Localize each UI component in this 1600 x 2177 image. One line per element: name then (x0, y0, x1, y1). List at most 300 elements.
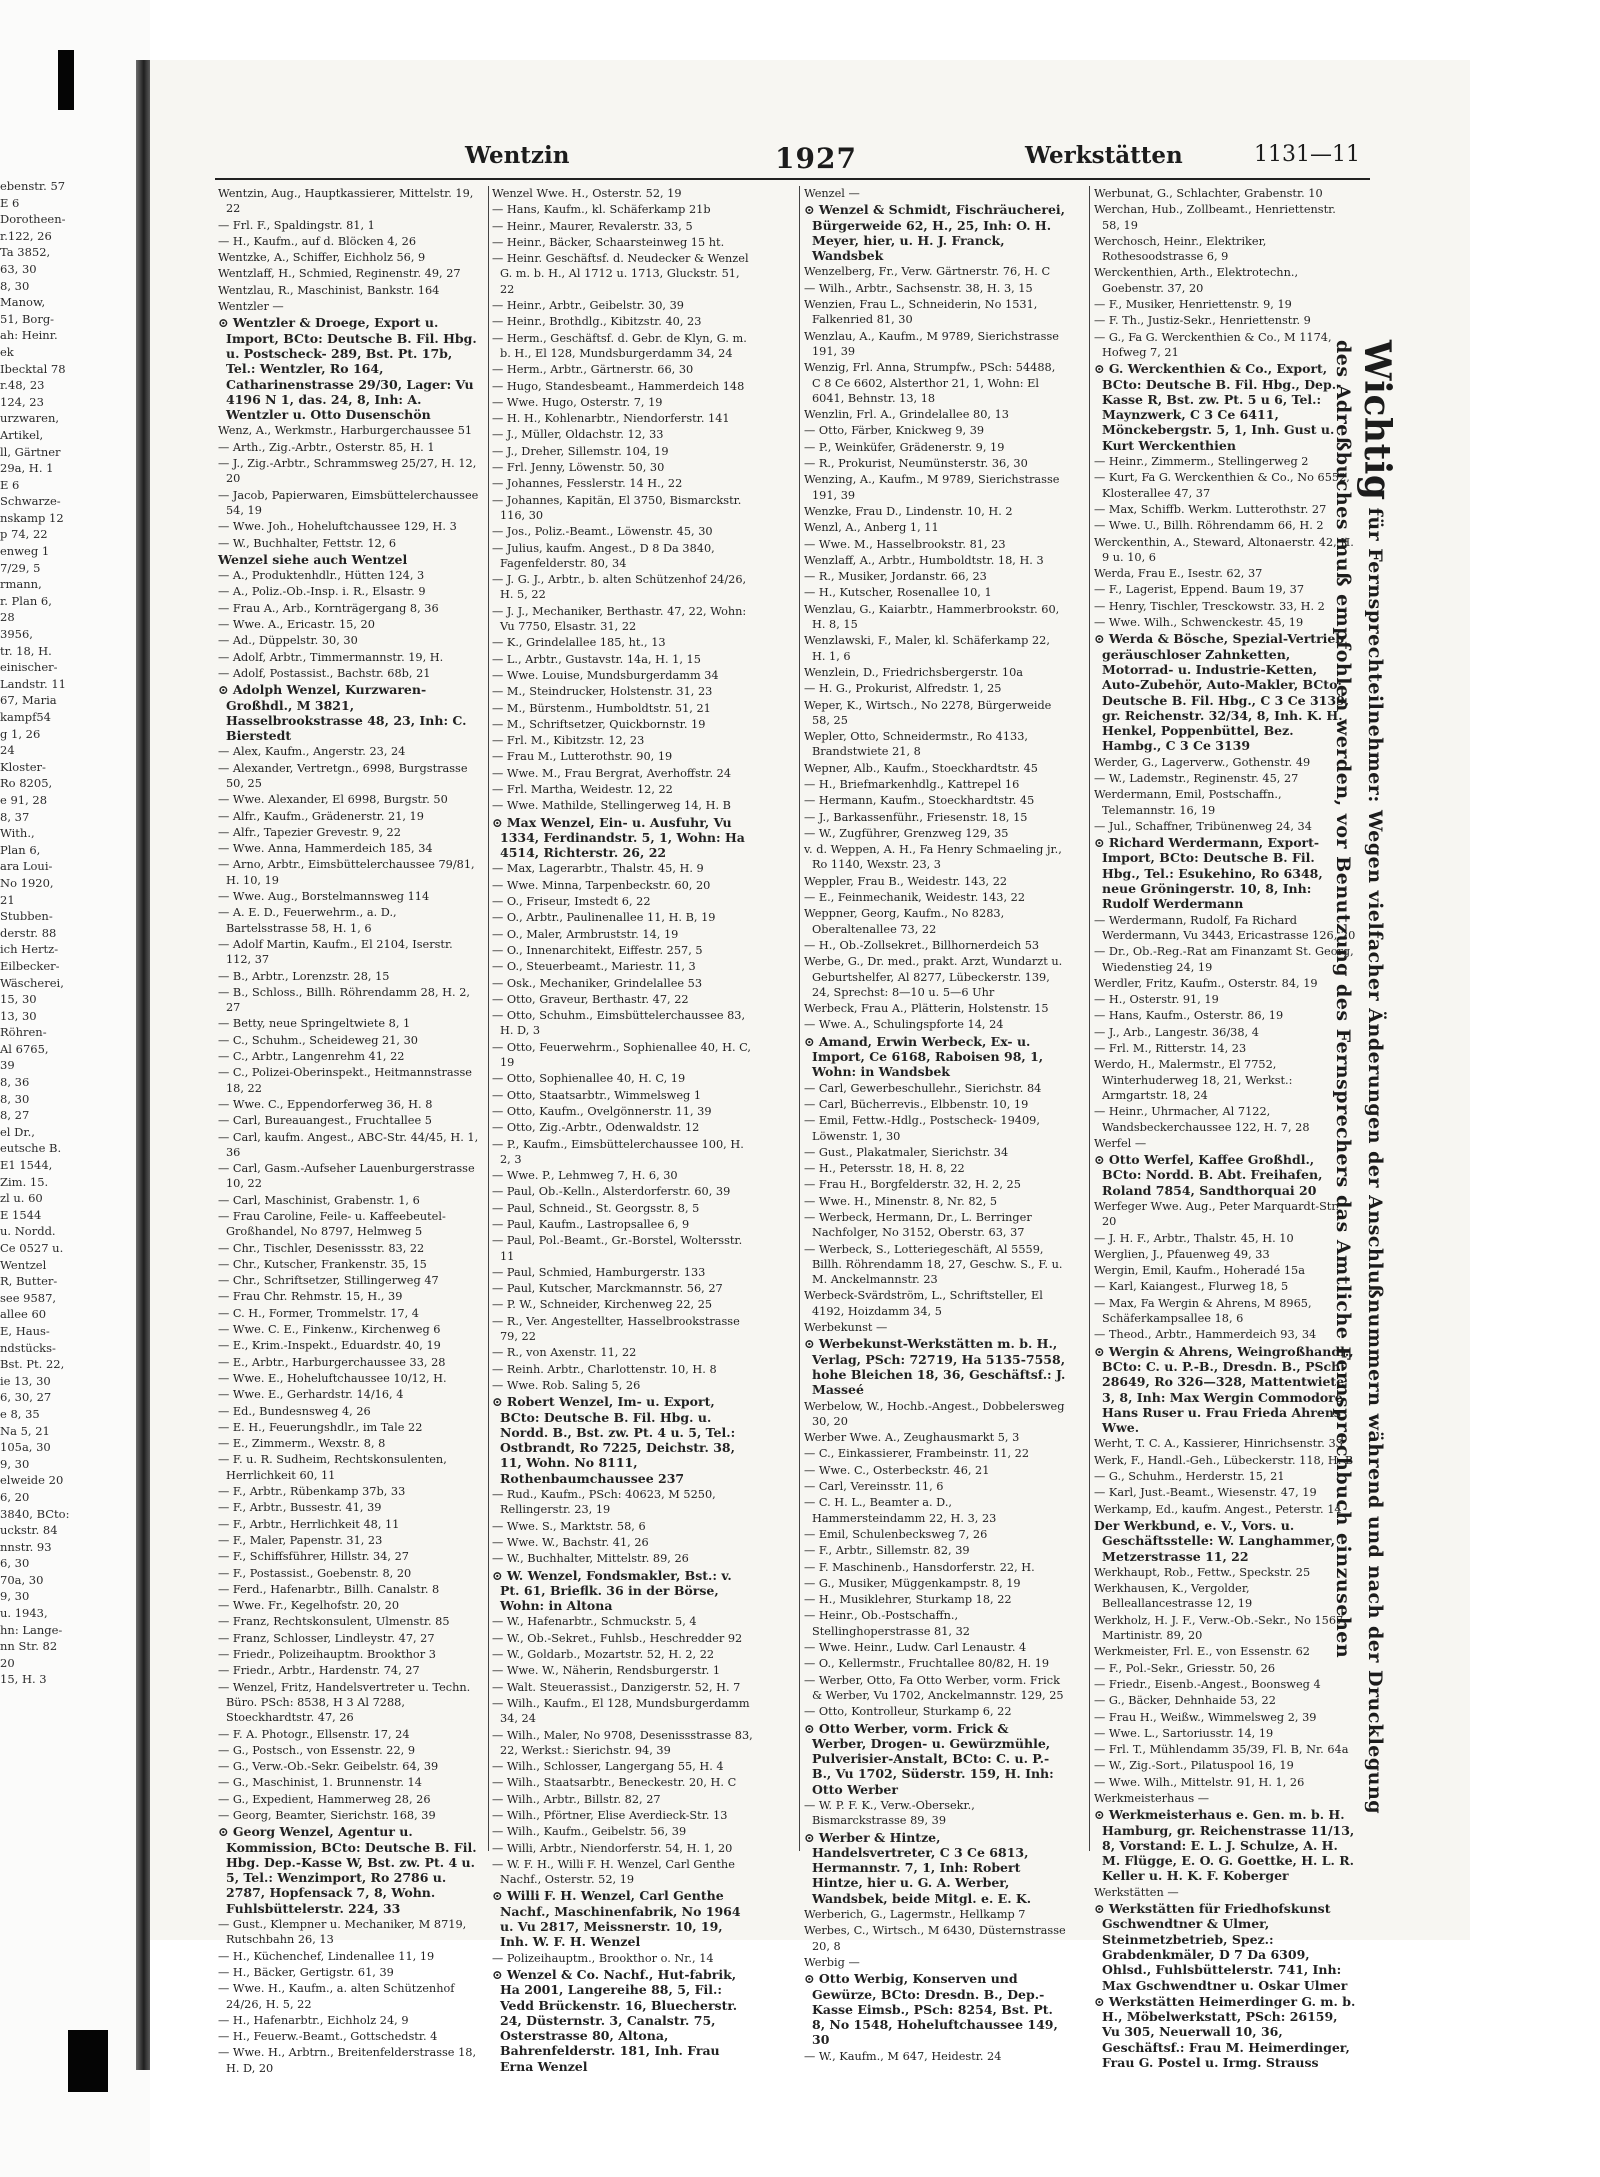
directory-entry: Werkmeisterhaus — (1094, 1791, 1210, 1805)
directory-entry: — Wwe. C., Eppendorferweg 36, H. 8 (218, 1097, 433, 1111)
directory-entry: — G., Fa G. Werckenthien & Co., M 1174, Hofweg 7, 21 (1094, 330, 1332, 359)
previous-page-line: 15, 30 (0, 992, 37, 1007)
directory-entry: — F., Maler, Papenstr. 31, 23 (218, 1533, 383, 1547)
directory-entry: — O., Innenarchitekt, Eiffestr. 257, 5 (492, 943, 703, 957)
directory-entry: — Alex, Kaufm., Angerstr. 23, 24 (218, 745, 406, 759)
directory-entry: — Heinr., Zimmerm., Stellingerweg 2 (1094, 455, 1309, 469)
column-divider (1089, 186, 1090, 1851)
directory-entry: — Carl, Gasm.-Aufseher Lauenburgerstrasse 10, 22 (218, 1162, 475, 1191)
directory-entry: — Paul, Schmied, Hamburgerstr. 133 (492, 1265, 706, 1279)
directory-entry: — Wwe. S., Marktstr. 58, 6 (492, 1519, 646, 1533)
previous-page-line: einischer- (0, 660, 58, 675)
directory-entry: — Werbeck, Hermann, Dr., L. Berringer Nachfolger, No 3152, Oberstr. 63, 37 (804, 1211, 1032, 1240)
directory-entry: — Wilh., Kaufm., Geibelstr. 56, 39 (492, 1825, 687, 1839)
directory-entry: — Wwe. A., Schulingspforte 14, 24 (804, 1018, 1004, 1032)
directory-entry: — Friedr., Arbtr., Hardenstr. 74, 27 (218, 1664, 420, 1678)
previous-page-line: ebenstr. 57 (0, 179, 66, 193)
directory-entry: — Wwe. Minna, Tarpenbeckstr. 60, 20 (492, 878, 711, 892)
vertical-notice (1332, 340, 1398, 1860)
directory-entry: Wenzlin, Frl. A., Grindelallee 80, 13 (804, 408, 1009, 422)
directory-entry: — J. J., Mechaniker, Berthastr. 47, 22, Wohn: Vu 7750, Elsastr. 31, 22 (492, 604, 747, 634)
directory-entry: Werda, Frau E., Isestr. 62, 37 (1094, 567, 1263, 581)
directory-entry: — H., Bäcker, Gertigstr. 61, 39 (218, 1965, 394, 1979)
directory-entry: — P., Weinküfer, Grädenerstr. 9, 19 (804, 440, 1005, 454)
column-4 (1094, 186, 1356, 2071)
directory-entry: ⊙ W. Wenzel, Fondsmakler, Bst.: v. Pt. 61, Brieflk. 36 in der Börse, Wohn: in Altona (492, 1567, 732, 1614)
directory-entry: — Frl. M., Ritterstr. 14, 23 (1094, 1042, 1247, 1056)
directory-entry: — Betty, neue Springeltwiete 8, 1 (218, 1017, 411, 1031)
directory-entry: — G., Bäcker, Dehnhaide 53, 22 (1094, 1694, 1276, 1708)
previous-page-line: Schwarze- (0, 494, 61, 509)
directory-entry: — M., Schriftsetzer, Quickbornstr. 19 (492, 717, 706, 731)
directory-entry: — Adolf, Postassist., Bachstr. 68b, 21 (218, 666, 431, 680)
column-divider (799, 186, 800, 1851)
previous-page-line: 3840, BCto: (0, 1506, 70, 1521)
previous-page-line: 6, 30 (0, 1556, 30, 1571)
directory-entry: — Heinr., Uhrmacher, Al 7122, Wandsbeckerchaussee 122, H. 7, 28 (1094, 1105, 1310, 1134)
directory-entry: — H., Briefmarkenhdlg., Kattrepel 16 (804, 777, 1020, 791)
directory-entry: — G., Postsch., von Essenstr. 22, 9 (218, 1743, 416, 1757)
directory-entry: Wenzien, Frau L., Schneiderin, No 1531, Falkenried 81, 30 (804, 298, 1038, 327)
directory-entry: — Wwe. Wilh., Mittelstr. 91, H. 1, 26 (1094, 1775, 1305, 1789)
directory-entry: — B., Schloss., Billh. Röhrendamm 28, H. 2, 27 (218, 985, 470, 1015)
page-header (215, 142, 1370, 180)
directory-entry: — L., Arbtr., Gustavstr. 14a, H. 1, 15 (492, 652, 701, 666)
directory-entry: — Wwe. M., Frau Bergrat, Averhoffstr. 24 (492, 766, 732, 780)
directory-entry: — Wwe. H., Minenstr. 8, Nr. 82, 5 (804, 1194, 998, 1208)
directory-entry: — Wwe. L., Sartoriusstr. 14, 19 (1094, 1726, 1274, 1740)
directory-entry: — Heinr., Brothdlg., Kibitzstr. 40, 23 (492, 315, 702, 329)
previous-page-line: Wäscherei, (0, 975, 64, 990)
previous-page-line: Na 5, 21 (0, 1423, 50, 1438)
directory-entry: ⊙ Wentzler & Droege, Export u. Import, BCto: Deutsche B. Fil. Hbg. u. Postscheck- 289, Bst. Pt. 17b, Tel.: Wentzler, Ro 164, Catharinenstrasse 29/30, Lager: Vu 4196 N 1, das. 24, 8, Inh: A. Wentzler u. Otto Dusenschön (218, 315, 477, 423)
directory-entry: — Adolf, Arbtr., Timmermannstr. 19, H. (218, 650, 444, 664)
directory-entry: — Carl, Maschinist, Grabenstr. 1, 6 (218, 1193, 420, 1207)
previous-page-text (0, 178, 135, 1688)
directory-entry: — W., Kaufm., M 647, Heidestr. 24 (804, 2049, 1002, 2063)
previous-page-line: ah: Heinr. (0, 328, 58, 343)
directory-entry: Werht, T. C. A., Kassierer, Hinrichsenstr. 33 (1094, 1437, 1343, 1451)
directory-entry: — Emil, Fettw.-Hdlg., Postscheck- 19409, Löwenstr. 1, 30 (804, 1114, 1040, 1143)
directory-entry: Wepler, Otto, Schneidermstr., Ro 4133, Brandstwiete 21, 8 (804, 730, 1029, 759)
directory-entry: — Alexander, Vertretgn., 6998, Burgstrasse 50, 25 (218, 761, 468, 790)
directory-entry: — Frau H., Borgfelderstr. 32, H. 2, 25 (804, 1178, 1021, 1192)
previous-page-line: Landstr. 11 (0, 676, 66, 691)
directory-entry: ⊙ Otto Werber, vorm. Frick & Werber, Drogen- u. Gewürzmühle, Pulverisier-Anstalt, BCto: C. u. P.-B., Vu 1702, Süderstr. 159, H. Inh: Otto Werber (804, 1720, 1054, 1797)
directory-entry: Werber Wwe. A., Zeughausmarkt 5, 3 (804, 1431, 1020, 1445)
directory-entry: — Paul, Ob.-Kelln., Alsterdorferstr. 60, 39 (492, 1185, 731, 1199)
directory-entry: Wentzlaff, H., Schmied, Reginenstr. 49, 27 (218, 267, 461, 281)
previous-page-line: hn: Lange- (0, 1622, 63, 1637)
directory-entry: — Walt. Steuerassist., Danzigerstr. 52, H. 7 (492, 1680, 741, 1694)
directory-entry: — C., Arbtr., Langenrehm 41, 22 (218, 1050, 405, 1064)
previous-page-line: E 6 (0, 477, 20, 492)
previous-page-line: zl u. 60 (0, 1191, 43, 1206)
previous-page-line: Zim. 15. (0, 1174, 49, 1189)
directory-entry: — J., Barkassenführ., Friesenstr. 18, 15 (804, 810, 1028, 824)
previous-page-line: elweide 20 (0, 1473, 64, 1488)
directory-entry: — Emil, Schulenbecksweg 7, 26 (804, 1527, 988, 1541)
directory-entry: — Werbeck, S., Lotteriegeschäft, Al 5559, Billh. Röhrendamm 18, 27, Geschw. S., F. u. M. Anckelmannstr. 23 (804, 1242, 1063, 1287)
directory-entry: — E., Krim.-Inspekt., Eduardstr. 40, 19 (218, 1339, 441, 1353)
directory-entry: — Chr., Tischler, Desenissstr. 83, 22 (218, 1241, 425, 1255)
directory-entry: Wenzlaff, A., Arbtr., Humboldtstr. 18, H. 3 (804, 553, 1044, 567)
previous-page-line: Artikel, (0, 427, 44, 442)
directory-entry: ⊙ Amand, Erwin Werbeck, Ex- u. Import, Ce 6168, Raboisen 98, 1, Wohn: in Wandsbek (804, 1033, 1044, 1080)
previous-page-line: p 74, 22 (0, 527, 48, 542)
directory-entry: — F., Arbtr., Bussestr. 41, 39 (218, 1501, 382, 1515)
directory-entry: Wenz, A., Werkmstr., Harburgerchaussee 51 (218, 424, 473, 438)
directory-entry: — Johannes, Fesslerstr. 14 H., 22 (492, 477, 683, 491)
header-right: Werkstätten (1025, 142, 1183, 169)
directory-entry: Werfel — (1094, 1136, 1147, 1150)
directory-entry: Werkmeister, Frl. E., von Essenstr. 62 (1094, 1645, 1310, 1659)
previous-page-line: 9, 30 (0, 1456, 30, 1471)
directory-entry: — F. u. R. Sudheim, Rechtskonsulenten, Herrlichkeit 60, 11 (218, 1453, 447, 1482)
directory-entry: Werglien, J., Pfauenweg 49, 33 (1094, 1247, 1270, 1261)
directory-entry: — Carl, Bücherrevis., Elbbenstr. 10, 19 (804, 1097, 1029, 1111)
previous-page-line: el Dr., (0, 1124, 35, 1139)
directory-entry: — Jacob, Papierwaren, Eimsbüttelerchaussee 54, 19 (218, 488, 479, 517)
header-left: Wentzin (465, 142, 570, 169)
previous-page-line: 105a, 30 (0, 1440, 51, 1455)
notice-line-1: für Fernsprechteilnehmer: Wegen vielfacher Änderungen der Anschlußnummern während und nach der Drucklegung (1364, 500, 1386, 1815)
directory-entry: — Wilh., Arbtr., Sachsenstr. 38, H. 3, 15 (804, 281, 1033, 295)
directory-entry: — Herm., Geschäftsf. d. Gebr. de Klyn, G. m. b. H., El 128, Mundsburgerdamm 34, 24 (492, 331, 747, 360)
directory-entry: — A. E. D., Feuerwehrm., a. D., Bartelsstrasse 58, H. 1, 6 (218, 906, 397, 935)
previous-page-line: e 8, 35 (0, 1406, 40, 1421)
previous-page-line: eutsche B. (0, 1141, 62, 1156)
directory-entry: ⊙ Werkmeisterhaus e. Gen. m. b. H. Hamburg, gr. Reichenstrasse 11/13, 8, Vorstand: E. L. J. Schulze, A. H. M. Flügge, E. O. G. Goettke, H. L. R. Keller u. H. K. F. Koberger (1094, 1807, 1355, 1884)
directory-entry: — G., Schuhm., Herderstr. 15, 21 (1094, 1470, 1285, 1484)
directory-entry: — H. H., Kohlenarbtr., Niendorferstr. 141 (492, 412, 730, 426)
previous-page-line: ndstücks- (0, 1340, 56, 1355)
directory-entry: ⊙ G. Werckenthien & Co., Export, BCto: Deutsche B. Fil. Hbg., Dep.-Kasse R, Bst. zw. Pt. 5 u 6, Tel.: Maynzwerk, C 3 Ce 6411, Mönckebergstr. 5, 1, Inh. Gust u. Kurt Werckenthien (1094, 361, 1342, 453)
directory-entry: — Jos., Poliz.-Beamt., Löwenstr. 45, 30 (492, 525, 713, 539)
directory-entry: — Hermann, Kaufm., Stoeckhardtstr. 45 (804, 794, 1035, 808)
directory-entry: — Rud., Kaufm., PSch: 40623, M 5250, Rellingerstr. 23, 19 (492, 1488, 716, 1517)
directory-entry: — Heinr., Maurer, Revalerstr. 33, 5 (492, 219, 693, 233)
directory-entry: — Gust., Klempner u. Mechaniker, M 8719, Rutschbahn 26, 13 (218, 1918, 467, 1947)
previous-page-line: 21 (0, 892, 15, 907)
directory-entry: Werdermann, Emil, Postschaffn., Telemannstr. 16, 19 (1094, 788, 1282, 817)
directory-entry: — E. H., Feuerungshdlr., im Tale 22 (218, 1420, 423, 1434)
registration-mark-bottom (68, 2030, 108, 2092)
directory-entry: — W., Buchhalter, Mittelstr. 89, 26 (492, 1552, 689, 1566)
directory-entry: — Wwe. Mathilde, Stellingerweg 14, H. B (492, 799, 731, 813)
directory-entry: — Georg, Beamter, Sierichstr. 168, 39 (218, 1808, 436, 1822)
directory-entry: — Herm., Arbtr., Gärtnerstr. 66, 30 (492, 363, 694, 377)
directory-entry: — H., Kutscher, Rosenallee 10, 1 (804, 586, 992, 600)
directory-entry: — F. A. Photogr., Ellsenstr. 17, 24 (218, 1727, 410, 1741)
directory-entry: — Wwe. M., Hasselbrookstr. 81, 23 (804, 537, 1006, 551)
previous-page-line: 28 (0, 610, 15, 625)
directory-entry: Werbekunst — (804, 1321, 888, 1335)
directory-entry: Werchosch, Heinr., Elektriker, Rothesoodstrasse 6, 9 (1094, 234, 1267, 264)
directory-entry: — Frl. T., Mühlendamm 35/39, Fl. B, Nr. 64a (1094, 1743, 1349, 1757)
directory-entry: — Hans, Kaufm., kl. Schäferkamp 21b (492, 203, 711, 217)
directory-entry: — Wilh., Kaufm., El 128, Mundsburgerdamm 34, 24 (492, 1696, 750, 1726)
directory-entry: Wenzelberg, Fr., Verw. Gärtnerstr. 76, H. C (804, 265, 1051, 279)
previous-page-line: 51, Borg- (0, 311, 55, 326)
directory-entry: — E., Zimmerm., Wexstr. 8, 8 (218, 1437, 386, 1451)
directory-entry: — G., Expedient, Hammerweg 28, 26 (218, 1792, 431, 1806)
directory-entry: — M., Bürstenm., Humboldtstr. 51, 21 (492, 701, 711, 715)
directory-entry: Wentzin, Aug., Hauptkassierer, Mittelstr. 19, 22 (218, 187, 474, 216)
previous-page-line: 20 (0, 1655, 15, 1670)
column-1 (218, 186, 480, 2075)
directory-entry: — Otto, Färber, Knickweg 9, 39 (804, 424, 985, 438)
directory-entry: ⊙ Otto Werfel, Kaffee Großhdl., BCto: Nordd. B. Abt. Freihafen, Roland 7854, Sandthorquai 20 (1094, 1152, 1323, 1198)
previous-page-line: rmann, (0, 577, 42, 592)
directory-entry: — Wwe. E., Hoheluftchaussee 10/12, H. (218, 1371, 447, 1385)
directory-entry: — F., Schiffsführer, Hillstr. 34, 27 (218, 1550, 409, 1564)
directory-entry: — E., Feinmechanik, Weidestr. 143, 22 (804, 891, 1026, 905)
directory-entry: Wentzlau, R., Maschinist, Bankstr. 164 (218, 283, 440, 297)
directory-entry: — Alfr., Kaufm., Grädenerstr. 21, 19 (218, 809, 424, 823)
previous-page-line: enweg 1 (0, 544, 50, 559)
previous-page-line: 3956, (0, 627, 33, 642)
directory-entry: Wentzke, A., Schiffer, Eichholz 56, 9 (218, 251, 426, 265)
directory-entry: — Paul, Schneid., St. Georgsstr. 8, 5 (492, 1201, 700, 1215)
directory-entry: — Heinr. Geschäftsf. d. Neudecker & Wenzel G. m. b. H., Al 1712 u. 1713, Gluckstr. 51, 22 (492, 252, 749, 296)
directory-entry: — Paul, Kaufm., Lastropsallee 6, 9 (492, 1218, 690, 1231)
directory-entry: — R., von Axenstr. 11, 22 (492, 1346, 637, 1360)
directory-entry: Werbunat, G., Schlachter, Grabenstr. 10 (1094, 187, 1323, 200)
directory-entry: ⊙ Otto Werbig, Konserven und Gewürze, BCto: Dresdn. B., Dep.-Kasse Eimsb., PSch: 8254, Bst. Pt. 8, No 1548, Hoheluftchaussee 149, 30 (804, 1971, 1058, 2048)
directory-entry: — R., Prokurist, Neumünsterstr. 36, 30 (804, 457, 1028, 471)
directory-entry: — Werdermann, Rudolf, Fa Richard Werdermann, Vu 3443, Ericastrasse 126, 20 (1094, 913, 1356, 942)
directory-entry: — Max, Fa Wergin & Ahrens, M 8965, Schäferkampsallee 18, 6 (1094, 1296, 1312, 1326)
previous-page-line: 8, 27 (0, 1108, 30, 1123)
page-number: 1131—11 (1254, 142, 1360, 167)
directory-entry: — W., Ob.-Sekret., Fuhlsb., Heschredder 92 (492, 1631, 743, 1645)
directory-entry: — H., Osterstr. 91, 19 (1094, 993, 1219, 1007)
previous-page-line: E 6 (0, 195, 20, 210)
directory-entry: Werbes, C., Wirtsch., M 6430, Düsternstrasse 20, 8 (804, 1924, 1066, 1953)
directory-entry: — Wwe. Wilh., Schwenckestr. 45, 19 (1094, 616, 1304, 630)
previous-page-line: Wentzel (0, 1257, 47, 1272)
directory-entry: Der Werkbund, e. V., Vors. u. Geschäftsstelle: W. Langhammer, Metzerstrasse 11, 22 (1094, 1517, 1335, 1564)
directory-entry: — Hugo, Standesbeamt., Hammerdeich 148 (492, 379, 745, 393)
directory-entry: Werbelow, W., Hochb.-Angest., Dobbelersweg 30, 20 (804, 1399, 1065, 1428)
directory-entry: Weppner, Georg, Kaufm., No 8283, Oberaltenallee 73, 22 (804, 907, 1005, 936)
directory-entry: ⊙ Adolph Wenzel, Kurzwaren-Großhdl., M 3821, Hasselbrookstrasse 48, 23, Inh: C. Bierstedt (218, 682, 467, 744)
previous-page-line: 6, 20 (0, 1489, 30, 1504)
previous-page-line: Dorotheen- (0, 212, 66, 227)
previous-page-line: Plan 6, (0, 842, 41, 857)
directory-entry: ⊙ Richard Werdermann, Export-Import, BCto: Deutsche B. Fil. Hbg., Tel.: Esukehino, Ro 6348, neue Gröningerstr. 10, 8, Inh: Rudolf Werdermann (1094, 835, 1323, 912)
previous-page-line: see 9587, (0, 1290, 57, 1305)
directory-entry: — Jul., Schaffner, Tribünenweg 24, 34 (1094, 819, 1312, 833)
previous-page-line: g 1, 26 (0, 726, 41, 741)
directory-entry: — Hans, Kaufm., Osterstr. 86, 19 (1094, 1009, 1284, 1023)
directory-entry: — Paul, Kutscher, Marckmannstr. 56, 27 (492, 1282, 723, 1296)
directory-entry: — F., Pol.-Sekr., Griesstr. 50, 26 (1094, 1661, 1276, 1675)
directory-entry: — H., Musiklehrer, Sturkamp 18, 22 (804, 1593, 1012, 1607)
directory-entry: — J., Müller, Oldachstr. 12, 33 (492, 428, 664, 442)
directory-entry: — Wwe. Joh., Hoheluftchaussee 129, H. 3 (218, 520, 457, 534)
previous-page-line: ich Hertz- (0, 942, 59, 957)
directory-entry: — Karl, Kaiangest., Flurweg 18, 5 (1094, 1280, 1289, 1294)
previous-page-line: 39 (0, 1058, 15, 1073)
directory-entry: — Frau H., Weißw., Wimmelsweg 2, 39 (1094, 1710, 1317, 1724)
directory-entry: ⊙ Willi F. H. Wenzel, Carl Genthe Nachf., Maschinenfabrik, No 1964 u. Vu 2817, Meissnerstr. 10, 19, Inh. W. F. H. Wenzel (492, 1888, 741, 1950)
directory-entry: Werchan, Hub., Zollbeamt., Henriettenstr. 58, 19 (1094, 203, 1336, 232)
directory-entry: — Wwe. E., Gerhardstr. 14/16, 4 (218, 1388, 404, 1402)
previous-page-line: derstr. 88 (0, 925, 57, 940)
previous-page-line: e 91, 28 (0, 792, 48, 807)
directory-entry: — J. H. F., Arbtr., Thalstr. 45, H. 10 (1094, 1231, 1294, 1245)
previous-page-line: tr. 18, H. (0, 643, 52, 658)
directory-entry: — Dr., Ob.-Reg.-Rat am Finanzamt St. Georg, Wiedenstieg 24, 19 (1094, 945, 1354, 974)
directory-entry: — A., Produktenhdlr., Hütten 124, 3 (218, 569, 425, 583)
directory-entry: Werkhaupt, Rob., Fettw., Speckstr. 25 (1094, 1565, 1311, 1579)
directory-entry: — K., Grindelallee 185, ht., 13 (492, 636, 666, 650)
directory-entry: — Franz, Schlosser, Lindleystr. 47, 27 (218, 1631, 435, 1645)
directory-entry: — H., Ob.-Zollsekret., Billhornerdeich 53 (804, 938, 1040, 952)
previous-page-line: r. Plan 6, (0, 593, 52, 608)
directory-entry: — Otto, Kontrolleur, Sturkamp 6, 22 (804, 1705, 1012, 1719)
directory-entry: — W. F. H., Willi F. H. Wenzel, Carl Genthe Nachf., Osterstr. 52, 19 (492, 1857, 735, 1887)
directory-entry: Werfeger Wwe. Aug., Peter Marquardt-Str. 20 (1094, 1200, 1340, 1229)
directory-entry: — G., Musiker, Müggenkampstr. 8, 19 (804, 1576, 1021, 1590)
previous-page-line: E1 1544, (0, 1158, 53, 1173)
directory-entry: — H., Küchenchef, Lindenallee 11, 19 (218, 1949, 435, 1963)
previous-page-line: 8, 37 (0, 809, 30, 824)
previous-page-line: nnstr. 93 (0, 1539, 52, 1554)
directory-entry: Werberich, G., Lagermstr., Hellkamp 7 (804, 1908, 1026, 1922)
directory-entry: — H. G., Prokurist, Alfredstr. 1, 25 (804, 682, 1002, 696)
directory-entry: — Adolf Martin, Kaufm., El 2104, Iserstr. 112, 37 (218, 937, 453, 967)
directory-entry: Werkhausen, K., Vergolder, Belleallancestrasse 12, 19 (1094, 1582, 1253, 1611)
previous-page-line: 8, 36 (0, 1075, 30, 1090)
previous-page-line: E, Haus- (0, 1323, 50, 1338)
directory-entry: — Wwe. Alexander, El 6998, Burgstr. 50 (218, 793, 448, 807)
directory-entry: — W., Goldarb., Mozartstr. 52, H. 2, 22 (492, 1648, 715, 1662)
previous-page-line: Ibecktal 78 (0, 361, 66, 376)
directory-entry: — Werber, Otto, Fa Otto Werber, vorm. Frick & Werber, Vu 1702, Anckelmannstr. 129, 25 (804, 1673, 1064, 1702)
directory-entry: — Max, Schiffb. Werkm. Lutterothstr. 27 (1094, 502, 1327, 516)
previous-page-line: 29a, H. 1 (0, 461, 54, 476)
directory-entry: — O., Maler, Armbruststr. 14, 19 (492, 927, 679, 941)
previous-page-line: 9, 30 (0, 1589, 30, 1604)
directory-entry: — Otto, Sophienallee 40, H. C, 19 (492, 1072, 686, 1086)
previous-page-line: 7/29, 5 (0, 560, 41, 575)
directory-entry: — P. W., Schneider, Kirchenweg 22, 25 (492, 1298, 713, 1312)
directory-entry: — C. H., Former, Trommelstr. 17, 4 (218, 1306, 419, 1320)
directory-entry: v. d. Weppen, A. H., Fa Henry Schmaeling jr., Ro 1140, Wexstr. 23, 3 (804, 843, 1062, 872)
directory-entry: Wenzig, Frl. Anna, Strumpfw., PSch: 54488, C 8 Ce 6602, Alsterthor 21, 1, Wohn: El 6041, Behnstr. 13, 18 (804, 361, 1056, 405)
previous-page-line: nskamp 12 (0, 510, 64, 525)
directory-entry: Wenzlawski, F., Maler, kl. Schäferkamp 22, H. 1, 6 (804, 634, 1050, 663)
directory-entry: — H., Kaufm., auf d. Blöcken 4, 26 (218, 234, 417, 248)
directory-entry: — Ferd., Hafenarbtr., Billh. Canalstr. 8 (218, 1582, 440, 1596)
directory-entry: — F., Musiker, Henriettenstr. 9, 19 (1094, 298, 1292, 312)
directory-entry: — Carl, Vereinsstr. 11, 6 (804, 1480, 944, 1494)
directory-entry: — A., Poliz.-Ob.-Insp. i. R., Elsastr. 9 (218, 585, 426, 599)
directory-entry: ⊙ Wergin & Ahrens, Weingroßhandl., BCto: C. u. P.-B., Dresdn. B., PSch: 28649, Ro 326—328, Mattentwiete 3, 8, Inh: Max Wergin Commodore Hans Ruser u. Frau Frieda Ahrens Wwe. (1094, 1343, 1354, 1436)
directory-entry: — Wwe. Fr., Kegelhofstr. 20, 20 (218, 1599, 400, 1613)
directory-entry: ⊙ Werda & Bösche, Spezial-Vertrieb geräuschloser Zahnketten, Motorrad- u. Industrie-Ketten, Auto-Zubehör, Auto-Makler, BCto: Deutsche B. Fil. Hbg., C 3 Ce 3139, gr. Reichenstr. 32/34, 8, Inh. K. H. Henkel, Poppenbüttel, Bez. Hambg., C 3 Ce 3139 (1094, 631, 1350, 754)
directory-entry: Werk, F., Handl.-Geh., Lübeckerstr. 118, H. B (1094, 1453, 1354, 1467)
directory-entry: — M., Steindrucker, Holstenstr. 31, 23 (492, 685, 713, 699)
directory-entry: — Frl. Martha, Weidestr. 12, 22 (492, 782, 673, 796)
directory-entry: Werder, G., Lagerverw., Gothenstr. 49 (1094, 755, 1311, 769)
directory-entry: ⊙ Wenzel & Schmidt, Fischräucherei, Bürgerweide 62, H., 25, Inh: O. H. Meyer, hier, u. H. J. Franck, Wandsbek (804, 202, 1066, 264)
directory-entry: — J. G. J., Arbtr., b. alten Schützenhof 24/26, H. 5, 22 (492, 573, 747, 602)
directory-entry: — R., Musiker, Jordanstr. 66, 23 (804, 570, 987, 584)
directory-entry: — Wilh., Schlosser, Langergang 55, H. 4 (492, 1760, 724, 1774)
directory-entry: — Wwe. W., Näherin, Rendsburgerstr. 1 (492, 1664, 721, 1678)
registration-mark-top (58, 50, 74, 110)
directory-entry: — Friedr., Eisenb.-Angest., Boonsweg 4 (1094, 1677, 1321, 1691)
directory-entry: Werbe, G., Dr. med., prakt. Arzt, Wundarzt u. Geburtshelfer, Al 8277, Lübeckerstr. 139, 24, Sprechst: 8—10 u. 5—6 Uhr (804, 955, 1063, 999)
directory-entry: — G., Maschinist, 1. Brunnenstr. 14 (218, 1776, 422, 1790)
directory-entry: ⊙ Georg Wenzel, Agentur u. Kommission, BCto: Deutsche B. Fil. Hbg. Dep.-Kasse W, Bst. zw. Pt. 4 u. 5, Tel.: Wenzimport, Ro 2786 u. 2787, Hopfensack 7, 8, Wohn. Fuhlsbüttelerstr. 224, 33 (218, 1824, 477, 1916)
previous-page-line: 24 (0, 743, 15, 758)
directory-entry: ⊙ Werkstätten für Friedhofskunst Gschwendtner & Ulmer, Steinmetzbetrieb, Spez.: Grabdenkmäler, D 7 Da 6309, Ohlsd., Fuhlsbüttelerstr. 741, Inh: Max Gschwendtner u. Oskar Ulmer (1094, 1901, 1348, 1993)
directory-entry: — Wwe. U., Billh. Röhrendamm 66, H. 2 (1094, 519, 1324, 533)
directory-entry: — Wilh., Staatsarbtr., Beneckestr. 20, H. C (492, 1776, 737, 1790)
previous-page-line: ie 13, 30 (0, 1373, 51, 1388)
directory-entry: — B., Arbtr., Lorenzstr. 28, 15 (218, 969, 390, 983)
column-2 (492, 186, 754, 2074)
directory-entry: — Arno, Arbtr., Eimsbüttelerchaussee 79/81, H. 10, 19 (218, 858, 475, 887)
directory-entry: — G., Verw.-Ob.-Sekr. Geibelstr. 64, 39 (218, 1760, 439, 1774)
directory-entry: — Carl, Gewerbeschullehr., Sierichstr. 84 (804, 1081, 1042, 1095)
directory-entry: — W. P. F. K., Verw.-Obersekr., Bismarckstrasse 89, 39 (804, 1798, 975, 1828)
directory-entry: — O., Friseur, Imstedt 6, 22 (492, 895, 651, 909)
directory-entry: — C., Polizei-Oberinspekt., Heitmannstrasse 18, 22 (218, 1066, 472, 1095)
previous-page-line: Al 6765, (0, 1041, 49, 1056)
directory-entry: Werbig — (804, 1955, 860, 1969)
directory-entry: Wergin, Emil, Kaufm., Hoheradé 15a (1094, 1264, 1305, 1278)
directory-entry: — W., Zugführer, Grenzweg 129, 35 (804, 826, 1009, 840)
directory-entry: — Julius, kaufm. Angest., D 8 Da 3840, Fagenfelderstr. 80, 34 (492, 541, 715, 570)
directory-entry: — H., Hafenarbtr., Eichholz 24, 9 (218, 2013, 409, 2027)
directory-entry: — F., Arbtr., Sillemstr. 82, 39 (804, 1544, 970, 1558)
directory-entry: Wenzing, A., Kaufm., M 9789, Sierichstrasse 191, 39 (804, 473, 1060, 502)
directory-entry: Wenzlein, D., Friedrichsbergerstr. 10a (804, 665, 1024, 679)
directory-entry: — F., Lagerist, Eppend. Baum 19, 37 (1094, 583, 1305, 597)
directory-entry: — Wwe. H., Arbtrn., Breitenfelderstrasse 18, H. D, 20 (218, 2046, 477, 2075)
previous-page-line: 67, Maria (0, 693, 57, 708)
directory-entry: — F., Postassist., Goebenstr. 8, 20 (218, 1566, 412, 1580)
directory-entry: — C., Schuhm., Scheideweg 21, 30 (218, 1033, 418, 1047)
previous-page-line: ll, Gärtner (0, 444, 61, 459)
directory-entry: — Heinr., Arbtr., Geibelstr. 30, 39 (492, 299, 684, 313)
previous-page-line: 63, 30 (0, 261, 37, 276)
directory-entry: — Carl, Bureauangest., Fruchtallee 5 (218, 1114, 432, 1128)
previous-page-line: allee 60 (0, 1307, 47, 1322)
directory-entry: — J., Dreher, Sillemstr. 104, 19 (492, 444, 669, 458)
previous-page-line: Ro 8205, (0, 776, 53, 791)
directory-entry: ⊙ Max Wenzel, Ein- u. Ausfuhr, Vu 1334, Ferdinandstr. 5, 1, Wohn: Ha 4514, Richterstr. 26, 22 (492, 814, 745, 861)
directory-entry: — Otto, Staatsarbtr., Wimmelsweg 1 (492, 1088, 702, 1102)
directory-entry: — Wenzel, Fritz, Handelsvertreter u. Techn. Büro. PSch: 8538, H 3 Al 7288, Stoeckhardtstr. 47, 26 (218, 1680, 471, 1725)
directory-entry: Werdo, H., Malermstr., El 7752, Winterhuderweg 18, 21, Werkst.: Armgartstr. 18, 24 (1094, 1058, 1293, 1102)
previous-page-line: ek (0, 344, 14, 359)
directory-entry: — O., Arbtr., Paulinenallee 11, H. B, 19 (492, 911, 716, 925)
notice-heading: Wichtig (1356, 340, 1398, 501)
directory-entry: — Polizeihauptm., Brookthor o. Nr., 14 (492, 1951, 714, 1965)
directory-entry: — Paul, Pol.-Beamt., Gr.-Borstel, Woltersstr. 11 (492, 1234, 743, 1263)
directory-entry: Weppler, Frau B., Weidestr. 143, 22 (804, 874, 1008, 888)
directory-entry: Werckenthien, Arth., Elektrotechn., Goebenstr. 37, 20 (1094, 266, 1299, 295)
directory-entry: — Chr., Kutscher, Frankenstr. 35, 15 (218, 1257, 427, 1271)
directory-entry: Wenzel Wwe. H., Osterstr. 52, 19 (492, 187, 682, 200)
